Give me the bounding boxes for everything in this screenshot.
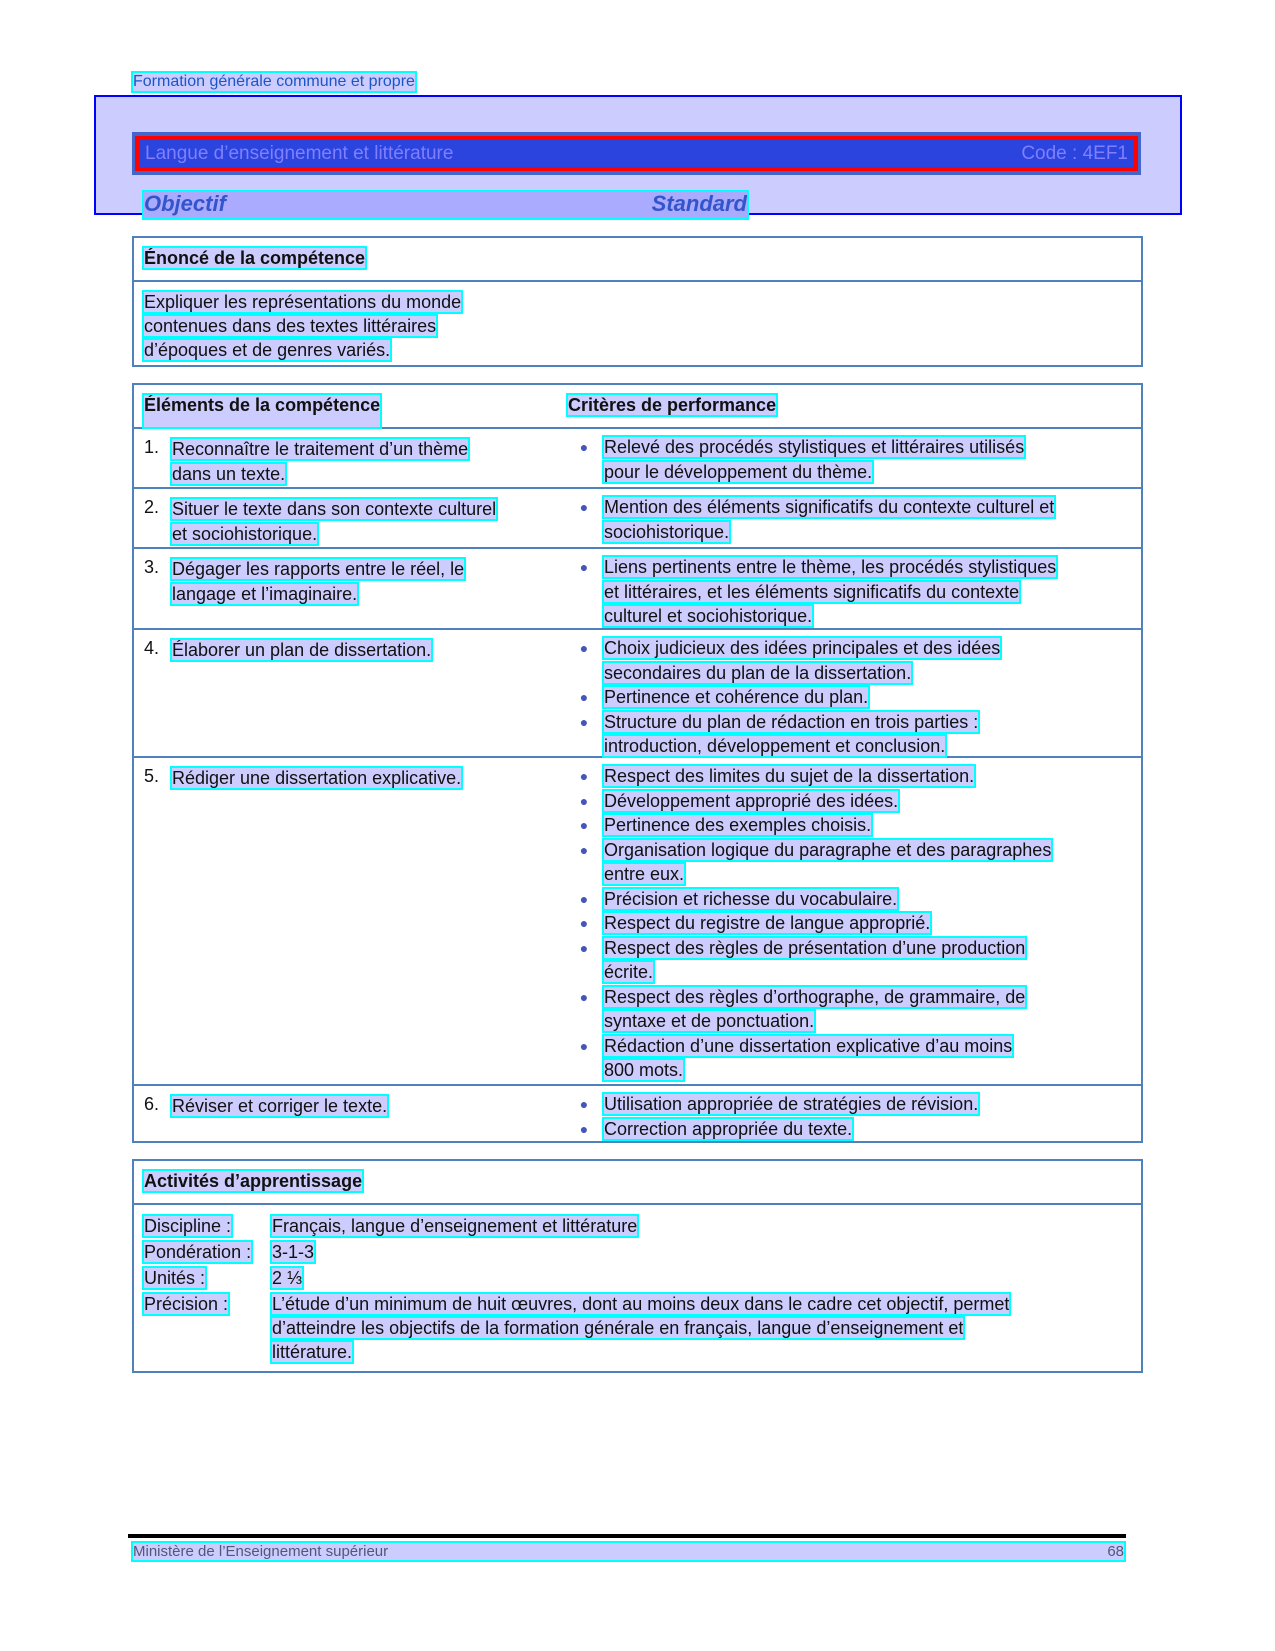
statement-title: Énoncé de la compétence: [144, 248, 366, 268]
element-text: langage et l’imaginaire.: [172, 583, 358, 604]
bullet-icon: ●: [579, 768, 589, 784]
element-row: [134, 1086, 1141, 1145]
activity-value: Français, langue d’enseignement et littérature: [272, 1216, 638, 1236]
activity-value: d’atteindre les objectifs de la formation générale en français, langue d’enseignement et: [272, 1318, 964, 1338]
bullet-icon: ●: [579, 559, 589, 575]
bullet-icon: ●: [579, 817, 589, 833]
element-number: 6.: [144, 1094, 160, 1114]
element-number: 4.: [144, 638, 160, 658]
element-cell: [134, 489, 564, 547]
code-label: Code :: [1021, 142, 1078, 164]
criterion-text: Précision et richesse du vocabulaire.: [604, 888, 898, 909]
activity-item: [134, 1213, 1141, 1239]
criterion-text: Développement approprié des idées.: [604, 790, 899, 811]
bullet-icon: ●: [579, 640, 589, 656]
bullet-icon: ●: [579, 1120, 589, 1137]
objective-standard-row: [144, 192, 747, 218]
activity-key: Unités :: [144, 1268, 206, 1288]
statement-box: [132, 236, 1143, 367]
criterion-text: Correction appropriée du texte.: [604, 1118, 853, 1139]
element-row: [134, 758, 1141, 1086]
element-cell: [134, 1086, 564, 1145]
criteria-cell: [564, 758, 1141, 1084]
criteria-cell: [564, 429, 1141, 487]
criterion-text: Rédaction d’une dissertation explicative d’au moins: [604, 1035, 1013, 1056]
criterion-text: 800 mots.: [604, 1060, 684, 1080]
course-title: Langue d’enseignement et littérature: [145, 142, 454, 164]
activity-value: 2 ⅓: [272, 1268, 303, 1288]
criterion-text: secondaires du plan de la dissertation.: [604, 662, 912, 683]
activity-value: 3-1-3: [272, 1242, 315, 1262]
criterion-text: Pertinence des exemples choisis.: [604, 815, 872, 835]
element-text: Élaborer un plan de dissertation.: [172, 640, 432, 660]
activities-title: Activités d’apprentissage: [144, 1171, 363, 1191]
element-cell: [134, 630, 564, 756]
bullet-icon: ●: [579, 1037, 589, 1054]
element-text: dans un texte.: [172, 463, 286, 484]
elements-header-row: [134, 385, 1141, 429]
element-cell: [134, 429, 564, 487]
course-title-bar: [132, 132, 1141, 175]
criterion-text: écrite.: [604, 962, 654, 982]
criterion-item: [564, 936, 1141, 985]
criteria-cell: [564, 1086, 1141, 1145]
statement-line: d’époques et de genres variés.: [144, 340, 391, 360]
element-number: 2.: [144, 497, 160, 517]
footer-divider: [128, 1534, 1126, 1538]
criterion-text: Utilisation appropriée de stratégies de révision.: [604, 1094, 979, 1114]
bullet-icon: ●: [579, 890, 589, 907]
element-number: 5.: [144, 766, 160, 786]
criterion-text: Organisation logique du paragraphe et des paragraphes: [604, 839, 1052, 860]
criterion-text: culturel et sociohistorique.: [604, 606, 813, 626]
criterion-item: [564, 789, 1141, 814]
bullet-icon: ●: [579, 713, 589, 730]
criterion-item: [564, 1034, 1141, 1083]
element-row: [134, 630, 1141, 758]
col2-title: Critères de performance: [568, 395, 777, 415]
element-text: et sociohistorique.: [172, 523, 318, 544]
element-text: Rédiger une dissertation explicative.: [172, 768, 462, 788]
bullet-icon: ●: [579, 939, 589, 956]
criterion-text: pour le développement du thème.: [604, 461, 873, 482]
criterion-item: [564, 813, 1141, 838]
code-value: 4EF1: [1082, 142, 1128, 164]
criterion-text: Relevé des procédés stylistiques et littéraires utilisés: [604, 437, 1025, 457]
criterion-text: Structure du plan de rédaction en trois parties :: [604, 711, 979, 732]
criterion-item: [564, 555, 1141, 629]
activity-key: Précision :: [144, 1294, 229, 1314]
criterion-item: [564, 1117, 1141, 1142]
activity-value: littérature.: [272, 1342, 353, 1362]
criterion-item: [564, 911, 1141, 936]
element-cell: [134, 549, 564, 628]
element-number: 3.: [144, 557, 160, 577]
criterion-text: Pertinence et cohérence du plan.: [604, 687, 869, 707]
criterion-text: introduction, développement et conclusion.: [604, 736, 946, 756]
bullet-icon: ●: [579, 841, 589, 858]
footer-ministry: Ministère de l’Enseignement supérieur: [133, 1543, 389, 1560]
statement-text: [134, 282, 1141, 362]
element-row: [134, 489, 1141, 549]
element-text: Reconnaître le traitement d’un thème: [172, 439, 469, 459]
criterion-item: [564, 985, 1141, 1034]
activity-item: [134, 1239, 1141, 1265]
course-code: [1021, 143, 1128, 165]
criterion-text: et littéraires, et les éléments significatifs du contexte: [604, 581, 1020, 602]
element-row: [134, 549, 1141, 630]
activity-key: Pondération :: [144, 1242, 252, 1262]
element-cell: [134, 758, 564, 1084]
criteria-cell: [564, 549, 1141, 628]
statement-line: Expliquer les représentations du monde: [144, 292, 462, 312]
criterion-text: syntaxe et de ponctuation.: [604, 1011, 815, 1031]
activity-value: L’étude d’un minimum de huit œuvres, dont au moins deux dans le cadre cet objectif, permet: [272, 1294, 1010, 1314]
element-number: 1.: [144, 437, 160, 457]
bullet-icon: ●: [579, 792, 589, 809]
activities-box: [132, 1159, 1143, 1373]
standard-label: Standard: [651, 191, 747, 216]
criterion-item: [564, 685, 1141, 710]
criterion-text: Respect du registre de langue approprié.: [604, 913, 931, 933]
criterion-item: [564, 838, 1141, 887]
program-label: Formation générale commune et propre: [133, 73, 415, 90]
criterion-item: [564, 435, 1141, 484]
criterion-item: [564, 636, 1141, 685]
criterion-text: entre eux.: [604, 864, 685, 884]
criterion-text: Respect des règles d’orthographe, de grammaire, de: [604, 986, 1026, 1007]
element-text: Réviser et corriger le texte.: [172, 1096, 388, 1116]
activity-key: Discipline :: [144, 1216, 232, 1236]
criteria-cell: [564, 630, 1141, 756]
criterion-text: Respect des limites du sujet de la dissertation.: [604, 766, 975, 786]
bullet-icon: ●: [579, 988, 589, 1005]
activity-item: [134, 1291, 1141, 1364]
bullet-icon: ●: [579, 439, 589, 455]
statement-line: contenues dans des textes littéraires: [144, 316, 437, 336]
criterion-text: Respect des règles de présentation d’une production: [604, 937, 1026, 958]
col1-title: Éléments de la compétence: [144, 395, 380, 427]
criterion-text: Choix judicieux des idées principales et des idées: [604, 638, 1001, 658]
criterion-text: Liens pertinents entre le thème, les procédés stylistiques: [604, 557, 1057, 577]
objective-label: Objectif: [144, 191, 226, 216]
criterion-item: [564, 764, 1141, 789]
element-row: [134, 429, 1141, 489]
criteria-cell: [564, 489, 1141, 547]
criterion-item: [564, 710, 1141, 759]
criterion-item: [564, 887, 1141, 912]
elements-table: [132, 383, 1143, 1143]
bullet-icon: ●: [579, 1096, 589, 1112]
criterion-text: sociohistorique.: [604, 521, 730, 542]
criterion-item: [564, 1092, 1141, 1117]
footer: [133, 1543, 1124, 1560]
criterion-text: Mention des éléments significatifs du contexte culturel et: [604, 497, 1055, 517]
element-text: Situer le texte dans son contexte culturel: [172, 499, 497, 519]
bullet-icon: ●: [579, 915, 589, 931]
activity-item: [134, 1265, 1141, 1291]
bullet-icon: ●: [579, 689, 589, 705]
element-text: Dégager les rapports entre le réel, le: [172, 559, 465, 579]
bullet-icon: ●: [579, 499, 589, 515]
page-number: 68: [1107, 1543, 1124, 1560]
criterion-item: [564, 495, 1141, 544]
